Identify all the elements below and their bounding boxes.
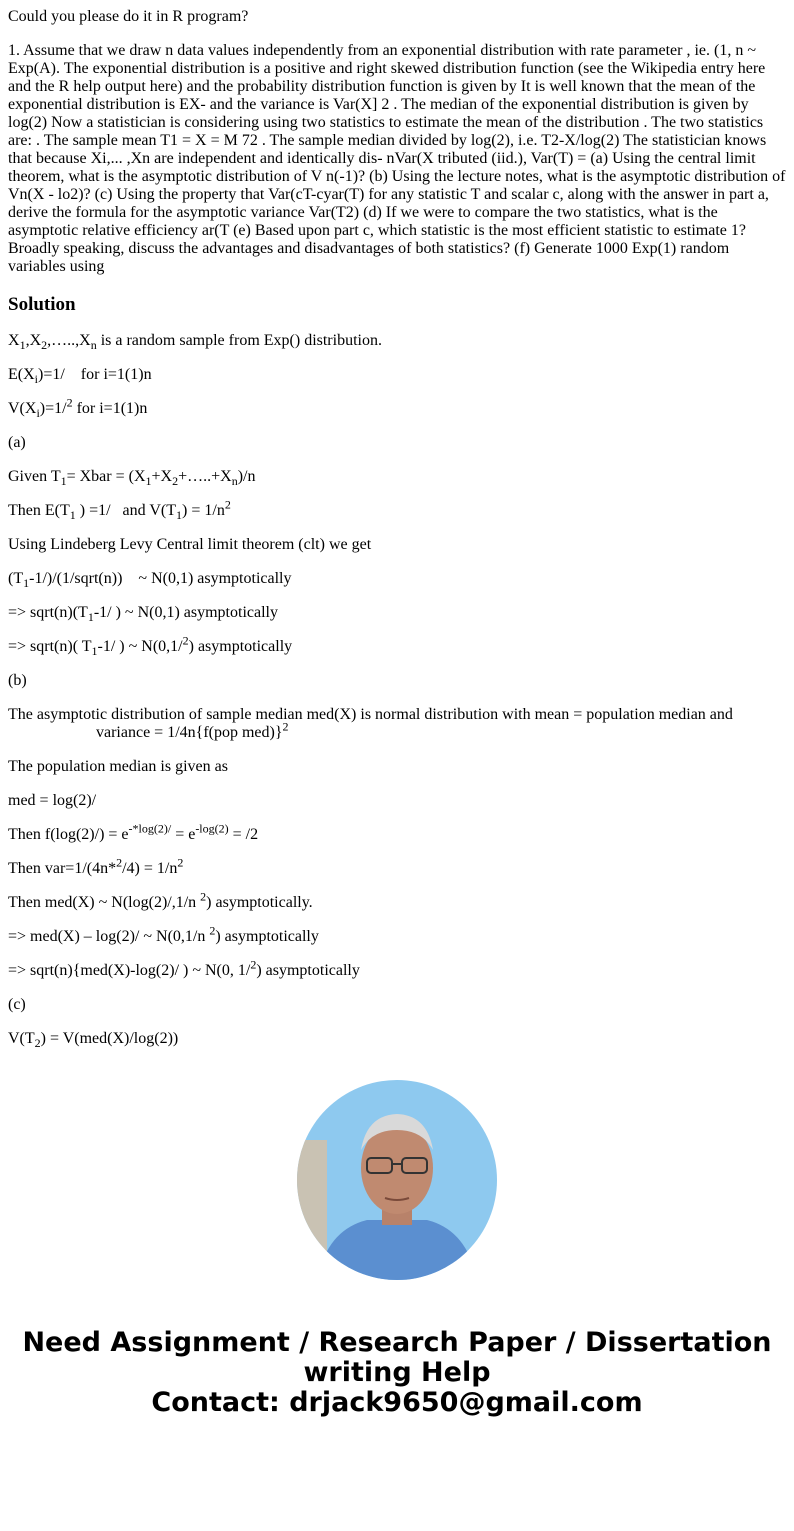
text-segment: => med(X) – log(2)/ ~ N(0,1/n <box>8 928 210 945</box>
text-segment: X <box>8 332 20 349</box>
solution-heading: Solution <box>8 294 76 315</box>
footer-banner <box>8 1328 786 1418</box>
text-segment: -1/)/(1/sqrt(n)) ~ N(0,1) asymptotically <box>29 570 292 587</box>
text-segment: Then med(X) ~ N(log(2)/,1/n <box>8 894 201 911</box>
text-segment: => sqrt(n){med(X)-log(2)/ ) ~ N(0, 1/ <box>8 962 251 979</box>
text-segment: variance = 1/4n{f(pop med)} <box>96 724 283 741</box>
text-segment: (T <box>8 570 24 587</box>
text-segment: ,X <box>25 332 42 349</box>
subscript: 1 <box>91 644 98 659</box>
subscript: i <box>34 372 38 387</box>
solution-line <box>8 536 786 554</box>
text-segment: +X <box>151 468 173 485</box>
text-segment: = e <box>171 826 196 843</box>
superscript: -*log(2)/ <box>128 821 172 836</box>
subscript: 1 <box>176 508 183 523</box>
text-segment: = Xbar = (X <box>66 468 146 485</box>
subscript: 2 <box>172 474 179 489</box>
text-segment: )=1/ for i=1(1)n <box>38 366 152 383</box>
text-segment: Then var=1/(4n* <box>8 860 117 877</box>
text-segment: = /2 <box>228 826 259 843</box>
subscript: n <box>231 474 238 489</box>
text-segment: /4) = 1/n <box>122 860 178 877</box>
subscript: 1 <box>60 474 67 489</box>
subscript: 2 <box>34 1036 41 1051</box>
text-segment: -1/ ) ~ N(0,1/ <box>97 638 183 655</box>
text-segment: ) = V(med(X)/log(2)) <box>40 1030 179 1047</box>
subscript: 1 <box>145 474 152 489</box>
text-segment: V(T <box>8 1030 35 1047</box>
superscript: 2 <box>177 855 184 870</box>
superscript: 2 <box>282 719 289 734</box>
solution-line <box>8 672 786 690</box>
superscript: 2 <box>200 889 207 904</box>
text-segment: for i=1(1)n <box>72 400 148 417</box>
text-segment: => sqrt(n)(T <box>8 604 88 621</box>
solution-line <box>8 996 786 1014</box>
solution-line <box>8 570 786 591</box>
solution-line <box>8 1030 786 1051</box>
superscript: 2 <box>224 497 231 512</box>
solution-line <box>8 792 786 810</box>
subscript: 1 <box>87 610 94 625</box>
superscript: 2 <box>182 633 189 648</box>
solution-line <box>8 395 786 421</box>
subscript: i <box>36 406 40 421</box>
solution-line <box>8 633 786 659</box>
text-segment: Then f(log(2)/) = e <box>8 826 129 843</box>
solution-line <box>8 434 786 452</box>
text-segment: => sqrt(n)( T <box>8 638 92 655</box>
text-segment: Then E(T <box>8 502 70 519</box>
text-segment: )/n <box>237 468 256 485</box>
solution-line <box>8 923 786 946</box>
text-segment: (b) <box>8 672 27 689</box>
text-segment: med = log(2)/ <box>8 792 97 809</box>
superscript: 2 <box>209 923 216 938</box>
text-segment: V(X <box>8 400 37 417</box>
superscript: 2 <box>250 957 257 972</box>
superscript: 2 <box>116 855 123 870</box>
solution-line <box>8 706 786 742</box>
text-segment: (a) <box>8 434 26 451</box>
subscript: 1 <box>69 508 76 523</box>
text-segment: ) asymptotically <box>188 638 293 655</box>
solution-line <box>8 497 786 523</box>
solution-line <box>8 468 786 489</box>
solution-line <box>8 366 786 387</box>
text-segment: ) = 1/n <box>182 502 225 519</box>
footer-help-text: Need Assignment / Research Paper / Dissertation writing Help <box>22 1327 772 1388</box>
solution-line <box>8 957 786 980</box>
solution-line <box>8 889 786 912</box>
text-segment: )=1/ <box>39 400 67 417</box>
text-segment: ) asymptotically <box>215 928 319 945</box>
solution-line <box>8 821 786 844</box>
text-segment: The population median is given as <box>8 758 228 775</box>
subscript: 1 <box>23 576 30 591</box>
solution-line <box>8 604 786 625</box>
text-segment: ,…..,X <box>47 332 91 349</box>
author-photo <box>297 1080 497 1280</box>
text-segment: Given T <box>8 468 61 485</box>
footer-contact: Contact: drjack9650@gmail.com <box>151 1387 643 1418</box>
superscript: 2 <box>66 395 73 410</box>
subscript: n <box>90 338 97 353</box>
superscript: -log(2) <box>195 821 229 836</box>
text-segment: The asymptotic distribution of sample median med(X) is normal distribution with mean = population median and <box>8 706 733 723</box>
subscript: 2 <box>41 338 48 353</box>
question-body: 1. Assume that we draw n data values independently from an exponential distribution with rate parameter , ie. (1, n ~ Exp(A). The exponential distribution is a positive and right skewed distribution function (see the Wikipedia entry here and the R help output here) and the probability distribution function is given by It is well known that the mean of the exponential distribution is EX- and the variance is Var(X] 2 . The median of the exponential distribution is given by log(2) Now a statistician is considering using two statistics to estimate the mean of the distribution . The two statistics are: . The sample mean T1 = X = M 72 . The sample median divided by log(2), i.e. T2-X/log(2) The statistician knows that because Xi,... ,Xn are independent and identically dis- nVar(X tributed (iid.), Var(T) = (a) Using the central limit theorem, what is the asymptotic distribution of V n(-1)? (b) Using the lecture notes, what is the asymptotic distribution of Vn(X - lo2)? (c) Using the property that Var(cT-cyar(T) for any statistic T and scalar c, along with the answer in part a, derive the formula for the asymptotic variance Var(T2) (d) If we were to compare the two statistics, what is the asymptotic relative efficiency ar(T (e) Based upon part c, which statistic is the most efficient statistic to estimate 1? Broadly speaking, discuss the advantages and disadvantages of both statistics? (f) Generate 1000 Exp(1) random variables using <box>8 42 786 275</box>
text-segment: Using Lindeberg Levy Central limit theorem (clt) we get <box>8 536 372 553</box>
text-segment: ) =1/ and V(T <box>75 502 177 519</box>
solution-line <box>8 855 786 878</box>
solution-line <box>8 332 786 353</box>
text-segment: +…..+X <box>178 468 232 485</box>
text-segment: ) asymptotically <box>256 962 360 979</box>
subscript: 1 <box>19 338 26 353</box>
question-intro: Could you please do it in R program? <box>8 8 249 25</box>
text-segment: -1/ ) ~ N(0,1) asymptotically <box>93 604 278 621</box>
text-segment: (c) <box>8 996 26 1013</box>
text-segment: is a random sample from Exp() distribution. <box>96 332 382 349</box>
text-segment: ) asymptotically. <box>206 894 313 911</box>
solution-line <box>8 758 786 776</box>
text-segment: E(X <box>8 366 35 383</box>
solution-body <box>8 332 786 1051</box>
